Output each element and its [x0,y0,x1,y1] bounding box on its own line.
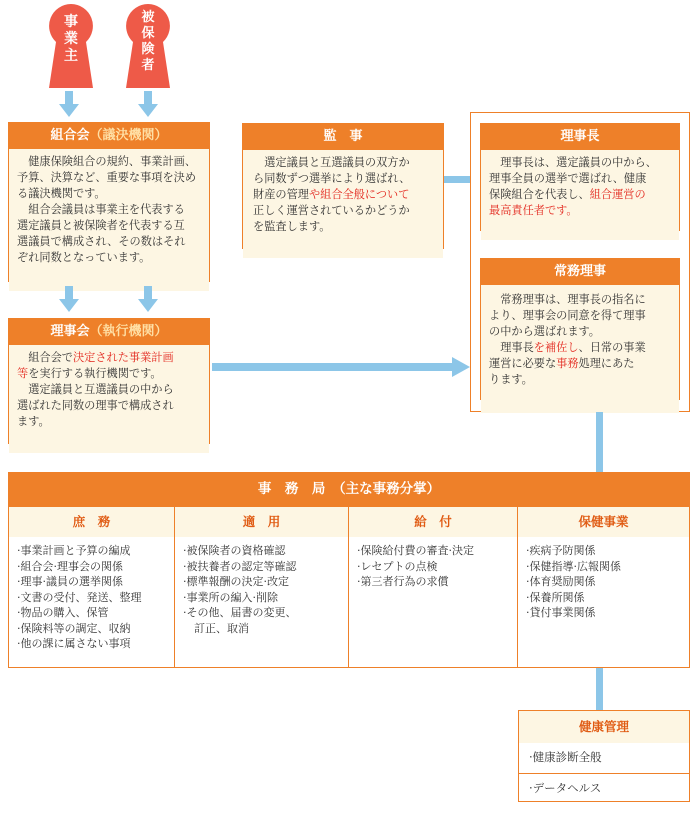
office-title: 事 務 局 （主な事務分掌） [8,472,690,507]
list-item: ·データヘルス [529,781,602,795]
office-list-coverage [175,537,348,667]
office-column-health: 保健事業 [518,507,689,537]
list-item: 訂正、取消 [183,621,249,635]
arrow-right-icon [212,357,470,377]
list-item: ·保健指導·広報関係 [526,559,621,573]
health-connector [596,668,603,710]
board-box [8,318,210,444]
list-item: ·被扶養者の認定等確認 [183,559,297,573]
list-item: ·保険料等の調定、収納 [17,621,131,635]
audit-connector [444,176,470,183]
chairman-title: 理事長 [481,124,679,150]
list-item: ·他の課に属さない事項 [17,637,131,650]
list-item: ·物品の購入、保管 [17,606,109,619]
office-connector [596,412,603,472]
list-item: ·貸付事業関係 [526,606,596,619]
list-item: ·健康診断全般 [529,750,602,764]
health-management-title: 健康管理 [519,711,689,743]
board-text: 組合会で決定された事業計画 等を実行する執行機関です。 選定議員と互選議員の中から 選ばれた同数の理事で構成され ます。 [9,345,209,453]
office-column-general: 庶 務 [9,507,174,537]
managing-director-title: 常務理事 [481,259,679,285]
assembly-title: 組合会（議決機関） [9,123,209,149]
arrow-down-icon [59,91,79,117]
list-item: ·疾病予防関係 [526,544,596,557]
audit-box [242,123,444,249]
list-item: ·被保険者の資格確認 [183,544,286,557]
arrow-down-icon [59,286,79,312]
list-item: ·標準報酬の決定·改定 [183,575,289,588]
office-list-general [9,537,174,667]
assembly-text: 健康保険組合の規約、事業計画、 予算、決算など、重要な事項を決め る議決機関です。 組合会議員は事業主を代表する 選定議員と被保険者を代表する互 選議員で構成され、その数はそれ ぞれ同数となっています。 [9,149,209,291]
health-management-box [518,710,690,802]
list-item: ·第三者行為の求償 [357,575,449,588]
chairman-text: 理事長は、選定議員の中から、 理事全員の選挙で選ばれ、健康 保険組合を代表し、組合運営の 最高責任者です。 [481,150,679,240]
divider [519,773,689,774]
insured-label: 被保険者 [141,10,155,73]
list-item: ·事業計画と予算の編成 [17,544,131,557]
managing-director-text: 常務理事は、理事長の指名に より、理事会の同意を得て理事 の中から選ばれます。 理事長を補佐し、日常の事業 運営に必要な事務処理にあた ります。 [481,285,679,413]
list-item: ·保養所関係 [526,590,585,604]
list-item: ·理事·議員の選挙関係 [17,575,123,588]
assembly-box [8,122,210,282]
board-title: 理事会（執行機関） [9,319,209,345]
list-item: ·文書の受付、発送、整理 [17,590,142,604]
arrow-down-icon [138,91,158,117]
list-item: ·レセプトの点検 [357,559,438,573]
office-list-health [518,537,689,667]
list-item: ·その他、届書の変更、 [183,606,297,619]
list-item: ·体育奨励関係 [526,575,596,588]
employer-label: 事業主 [64,14,78,64]
office-list-benefits [349,537,517,667]
list-item: ·組合会·理事会の関係 [17,559,123,573]
office-column-coverage: 適 用 [175,507,348,537]
chairman-box [480,123,680,231]
office-column-benefits: 給 付 [349,507,517,537]
arrow-down-icon [138,286,158,312]
audit-text: 選定議員と互選議員の双方か ら同数ずつ選挙により選ばれ、 財産の管理や組合全般について 正しく運営されているかどうか を監査します。 [243,150,443,258]
managing-director-box [480,258,680,400]
list-item: ·事業所の編入·削除 [183,590,278,604]
audit-title: 監 事 [243,124,443,150]
list-item: ·保険給付費の審査·決定 [357,544,474,557]
